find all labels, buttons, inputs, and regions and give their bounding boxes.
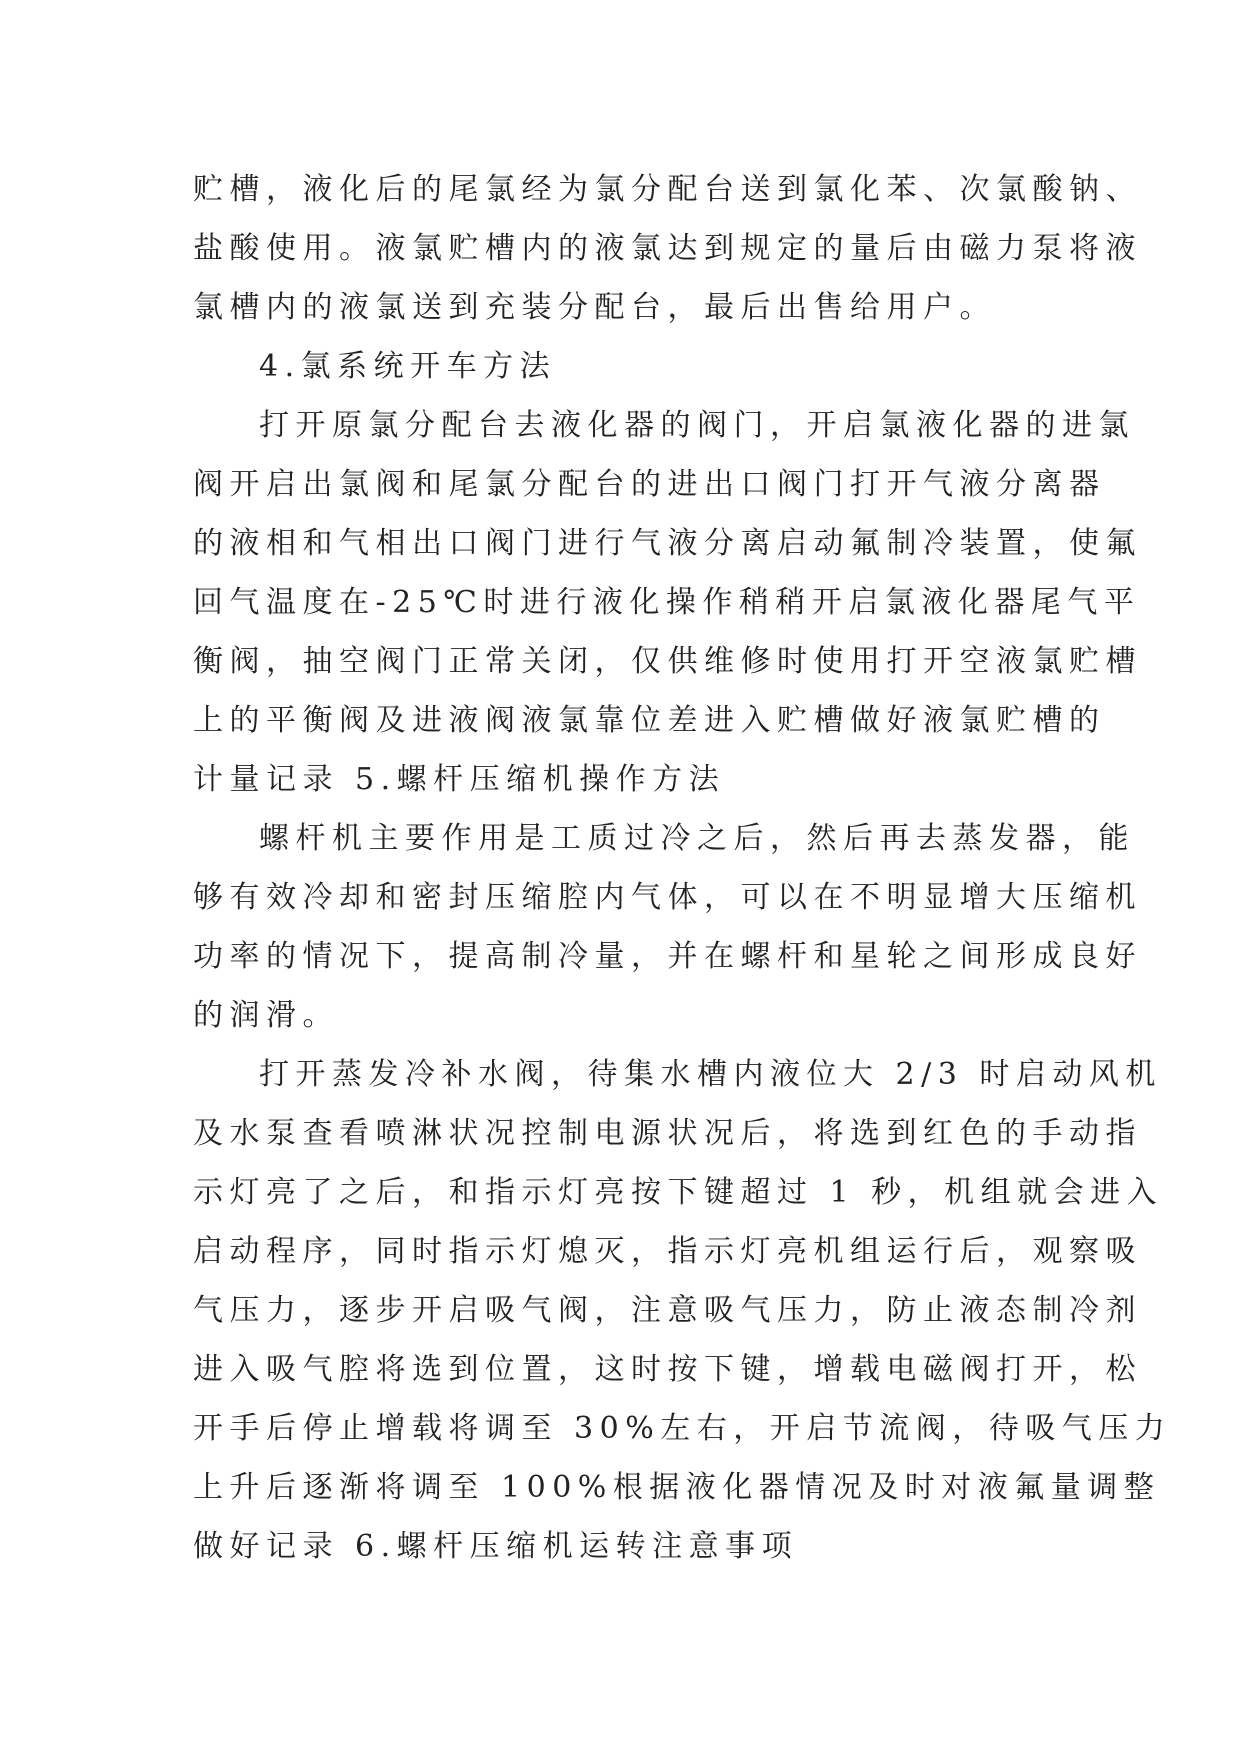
text-line: 开手后停止增载将调至 30%左右，开启节流阀，待吸气压力 (193, 1411, 1172, 1446)
text-line: 功率的情况下，提高制冷量，并在螺杆和星轮之间形成良好 (193, 939, 1142, 974)
text-line: 启动程序，同时指示灯熄灭，指示灯亮机组运行后，观察吸 (193, 1234, 1142, 1269)
text-line: 上升后逐渐将调至 100%根据液化器情况及时对液氟量调整 (193, 1470, 1161, 1505)
text-line: 盐酸使用。液氯贮槽内的液氯达到规定的量后由磁力泵将液 (193, 231, 1142, 266)
text-line: 螺杆机主要作用是工质过冷之后，然后再去蒸发器，能 (259, 821, 1135, 856)
text-line: 的润滑。 (193, 998, 339, 1033)
text-line: 上的平衡阀及进液阀液氯靠位差进入贮槽做好液氯贮槽的 (193, 703, 1106, 738)
text-line: 示灯亮了之后，和指示灯亮按下键超过 1 秒，机组就会进入 (193, 1175, 1164, 1210)
text-line: 贮槽，液化后的尾氯经为氯分配台送到氯化苯、次氯酸钠、 (193, 172, 1142, 207)
text-line: 打开原氯分配台去液化器的阀门，开启氯液化器的进氯 (259, 408, 1135, 443)
text-line: 阀开启出氯阀和尾氯分配台的进出口阀门打开气液分离器 (193, 467, 1106, 502)
text-line: 气压力，逐步开启吸气阀，注意吸气压力，防止液态制冷剂 (193, 1293, 1142, 1328)
text-line: 进入吸气腔将选到位置，这时按下键，增载电磁阀打开，松 (193, 1352, 1142, 1387)
section-heading: 4.氯系统开车方法 (259, 349, 557, 384)
text-line: 衡阀，抽空阀门正常关闭，仅供维修时使用打开空液氯贮槽 (193, 644, 1142, 679)
text-line: 及水泵查看喷淋状况控制电源状况后，将选到红色的手动指 (193, 1116, 1142, 1151)
text-line: 计量记录 5.螺杆压缩机操作方法 (193, 762, 726, 797)
text-line: 打开蒸发冷补水阀，待集水槽内液位大 2/3 时启动风机 (259, 1057, 1162, 1092)
document-page (193, 160, 1172, 1576)
text-line: 够有效冷却和密封压缩腔内气体，可以在不明显增大压缩机 (193, 880, 1142, 915)
text-line: 的液相和气相出口阀门进行气液分离启动氟制冷装置，使氟 (193, 526, 1142, 561)
text-line: 做好记录 6.螺杆压缩机运转注意事项 (193, 1529, 799, 1564)
text-line: 氯槽内的液氯送到充装分配台，最后出售给用户。 (193, 290, 996, 325)
text-line: 回气温度在-25℃时进行液化操作稍稍开启氯液化器尾气平 (193, 585, 1141, 620)
